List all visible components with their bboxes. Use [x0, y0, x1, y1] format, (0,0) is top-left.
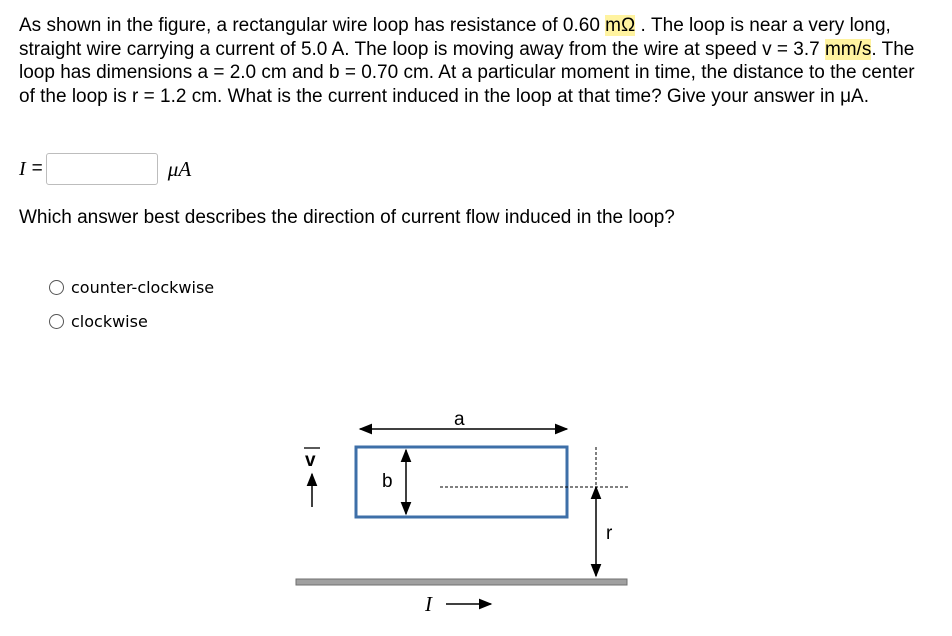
- option-clockwise[interactable]: [49, 304, 214, 338]
- label-current: I: [425, 592, 432, 616]
- option-label: counter-clockwise: [71, 277, 215, 297]
- problem-text-1: As shown in the figure, a rectangular wire loop has resistance of 0.60: [19, 15, 606, 36]
- problem-statement: [19, 14, 919, 108]
- loop-figure: [280, 398, 650, 626]
- direction-options: [49, 270, 214, 338]
- label-b: b: [382, 471, 393, 492]
- label-a: a: [454, 409, 465, 430]
- straight-wire: [296, 579, 627, 585]
- speed-unit-highlight: mm/s: [824, 38, 872, 60]
- label-v: v: [305, 450, 316, 471]
- problem-text-3: . The loop has dimensions a = 2.0 cm and b = 0.70 cm. At a particular moment in time, the distance to the center of the loop is r = 1.2 cm. What is the current induced in the loop at that time? Give your answer in μA.: [19, 38, 915, 107]
- problem-text-2: . The loop is near a very long, straight wire carrying a current of 5.0 A. The loop is moving away from the wire at speed v = 3.7: [19, 15, 891, 60]
- label-r: r: [606, 523, 613, 544]
- radio-circle-icon[interactable]: [49, 280, 64, 295]
- answer-unit: μA: [167, 156, 192, 181]
- answer-variable: I: [19, 157, 26, 180]
- resistance-unit-highlight: mΩ: [605, 15, 636, 36]
- option-counter-clockwise[interactable]: [49, 270, 214, 304]
- direction-question: Which answer best describes the direction of current flow induced in the loop?: [19, 207, 675, 228]
- option-label: clockwise: [71, 311, 148, 331]
- current-answer-input[interactable]: [46, 153, 158, 185]
- radio-circle-icon[interactable]: [49, 314, 64, 329]
- answer-equals: =: [31, 158, 43, 179]
- answer-row: [19, 152, 191, 186]
